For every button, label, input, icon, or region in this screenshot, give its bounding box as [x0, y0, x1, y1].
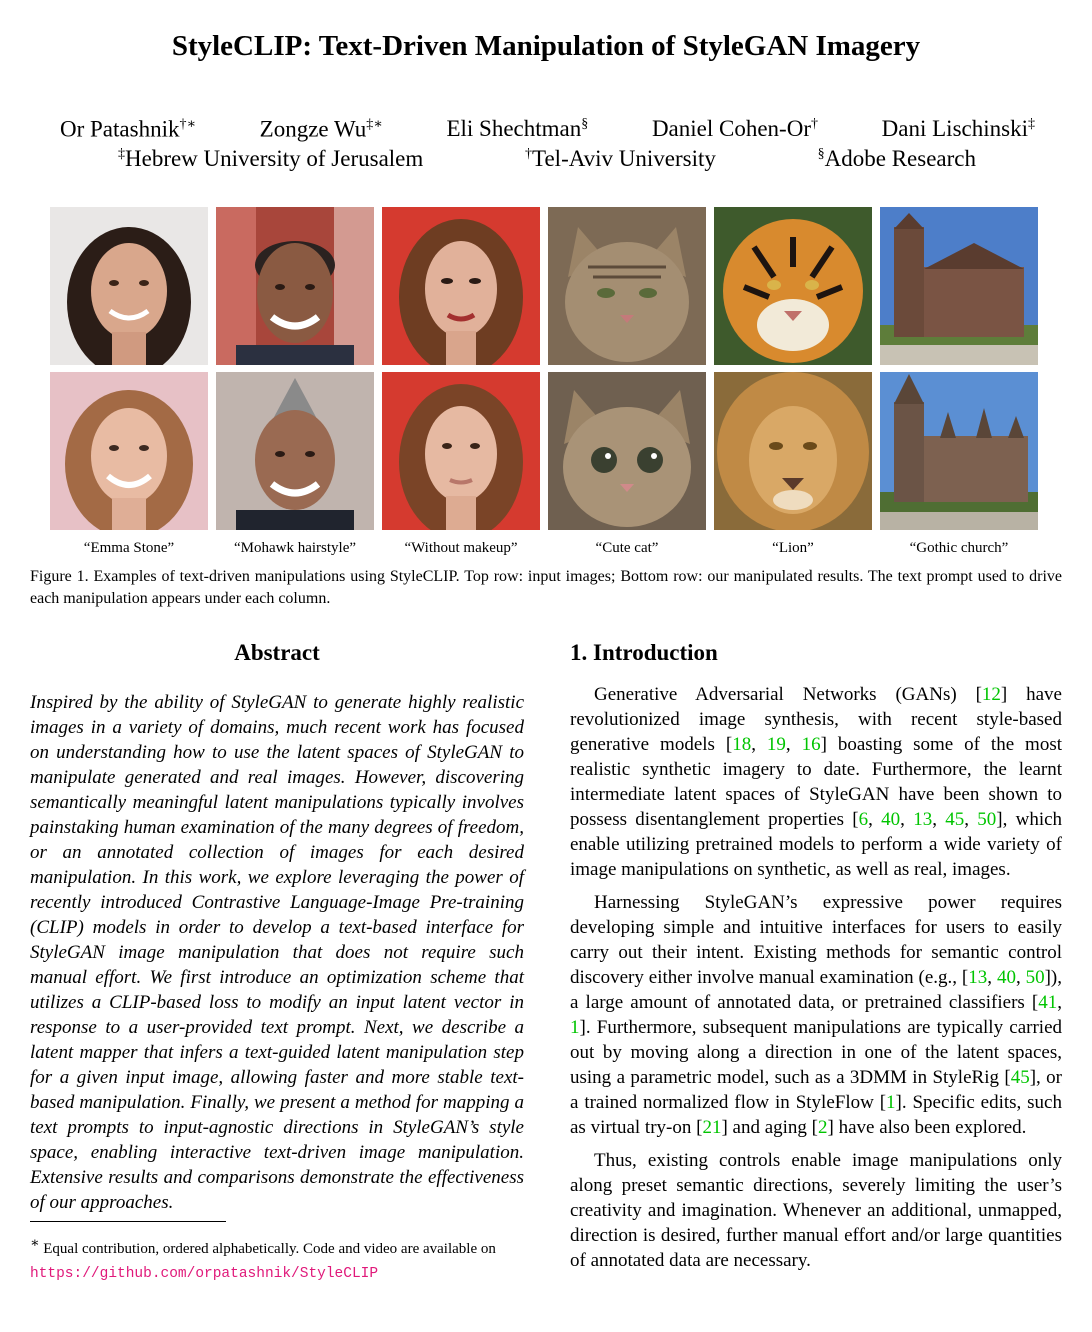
- citation-link[interactable]: 1: [886, 1092, 896, 1113]
- citation-link[interactable]: 1: [570, 1017, 580, 1038]
- figure-1-grid: [50, 207, 1038, 530]
- lion-result-image: [714, 372, 872, 530]
- emma-stone-result-image: [50, 372, 208, 530]
- column-caption: “Cute cat”: [595, 540, 659, 556]
- code-link[interactable]: https://github.com/orpatashnik/StyleCLIP: [30, 1266, 379, 1282]
- mohawk-hairstyle-result-image: [216, 372, 374, 530]
- abstract-text: Inspired by the ability of StyleGAN to generate highly realistic images in a variety of domains, much recent work has focused on understanding how to use the latent spaces of StyleGAN to manipulate generated and real images. However, discovering semantically meaningful latent manipulations typically involves painstaking human examination of the many degrees of freedom, or an annotated collection of images for each desired manipulation. In this work, we explore leveraging the power of recently introduced Contrastive Language-Image Pre-training (CLIP) models in order to develop a text-based interface for StyleGAN image manipulation that does not require such manual effort. We first introduce an optimization scheme that utilizes a CLIP-based loss to modify an input latent vector in response to a user-provided text prompt. Next, we describe a latent mapper that infers a text-guided latent manipulation step for a given input image, allowing faster and more stable text-based manipulation. Finally, we present a method for mapping a text prompts to input-agnostic directions in StyleGAN’s style space, enabling interactive text-driven image manipulation. Extensive results and comparisons demonstrate the effectiveness of our approaches.: [30, 692, 524, 1213]
- left-column: [30, 640, 524, 1286]
- citation-link[interactable]: 19: [766, 734, 786, 755]
- affiliation: §Adobe Research: [817, 146, 976, 171]
- citation-link[interactable]: 21: [702, 1117, 722, 1138]
- figure-caption: Figure 1. Examples of text-driven manipulations using StyleCLIP. Top row: input images; Bottom row: our manipulated results. The text prompt used to drive each manipulation appears under each column.: [30, 568, 1062, 607]
- abstract-heading: Abstract: [234, 640, 320, 665]
- intro-paragraph-3: Thus, existing controls enable image manipulations only along preset semantic directions, severely limiting the user’s creativity and imagination. Whenever an additional, unmapped, direction is desired, further manual effort and/or large quantities of annotated data are necessary.: [570, 1150, 1062, 1271]
- column-caption: “Emma Stone”: [83, 540, 175, 556]
- affiliation: ‡Hebrew University of Jerusalem: [118, 146, 424, 171]
- footnote-rule: [30, 1221, 226, 1222]
- citation-link[interactable]: 13: [968, 967, 988, 988]
- citation-link[interactable]: 12: [981, 684, 1001, 705]
- citation-link[interactable]: 2: [818, 1117, 828, 1138]
- column-caption: “Mohawk hairstyle”: [233, 540, 357, 556]
- citation-link[interactable]: 40: [881, 809, 901, 830]
- figure-column-captions: [50, 540, 1038, 560]
- citation-link[interactable]: 13: [913, 809, 933, 830]
- intro-paragraph-1: Generative Adversarial Networks (GANs) [12] have revolutionized image synthesis, with recent style-based generative models [18, 19, 16] boasting some of the most realistic synthetic imagery to date. Furthermore, the learnt intermediate latent spaces of StyleGAN have been shown to possess disentanglement properties [6, 40, 13, 45, 50], which enable utilizing pretrained models to perform a wide variety of image manipulations on synthetic, as well as real, images.: [570, 684, 1063, 880]
- gothic-church-result-image: [880, 372, 1038, 530]
- column-caption: “Gothic church”: [909, 540, 1009, 556]
- author: Daniel Cohen-Or†: [651, 116, 818, 141]
- citation-link[interactable]: 50: [1025, 967, 1045, 988]
- citation-link[interactable]: 6: [858, 809, 869, 830]
- author: Zongze Wu‡∗: [259, 116, 383, 142]
- tiger-input-image: [714, 207, 872, 365]
- church-input-image: [880, 207, 1038, 365]
- man-portrait-input-image: [216, 207, 374, 365]
- right-column: [570, 640, 1062, 1281]
- woman-portrait-input-image: [50, 207, 208, 365]
- citation-link[interactable]: 40: [996, 967, 1016, 988]
- column-caption: “Lion”: [772, 540, 814, 556]
- column-caption: “Without makeup”: [404, 540, 518, 556]
- introduction-heading: 1. Introduction: [570, 640, 718, 665]
- without-makeup-result-image: [382, 372, 540, 530]
- cat-input-image: [548, 207, 706, 365]
- author: Dani Lischinski‡: [881, 116, 1035, 141]
- paper-title: StyleCLIP: Text-Driven Manipulation of StyleGAN Imagery: [171, 30, 921, 62]
- citation-link[interactable]: 45: [945, 809, 965, 830]
- woman-makeup-input-image: [382, 207, 540, 365]
- cute-cat-result-image: [548, 372, 706, 530]
- intro-paragraph-2: Harnessing StyleGAN’s expressive power requires developing simple and intuitive interfaces for users to easily carry out their intent. Existing methods for semantic control discovery either involve manual examination (e.g., [13, 40, 50]), a large amount of annotated data, or pretrained classifiers [41, 1]. Furthermore, subsequent manipulations are typically carried out by moving along a direction in one of the latent spaces, using a parametric model, such as a 3DMM in StyleRig [45], or a trained normalized flow in StyleFlow [1]. Specific edits, such as virtual try-on [21] and aging [2] have also been explored.: [570, 892, 1063, 1138]
- affiliation-list: [118, 146, 976, 172]
- citation-link[interactable]: 16: [801, 734, 821, 755]
- author-list: [60, 116, 1035, 143]
- author: Eli Shechtman§: [446, 116, 589, 141]
- author: Or Patashnik†∗: [60, 116, 196, 142]
- citation-link[interactable]: 50: [977, 809, 997, 830]
- footnote: ∗ Equal contribution, ordered alphabetically. Code and video are available on https://github.com/orpatashnik/StyleCLIP: [30, 1236, 496, 1282]
- citation-link[interactable]: 18: [732, 734, 752, 755]
- affiliation: †Tel-Aviv University: [525, 146, 716, 171]
- citation-link[interactable]: 41: [1038, 992, 1058, 1013]
- citation-link[interactable]: 45: [1010, 1067, 1030, 1088]
